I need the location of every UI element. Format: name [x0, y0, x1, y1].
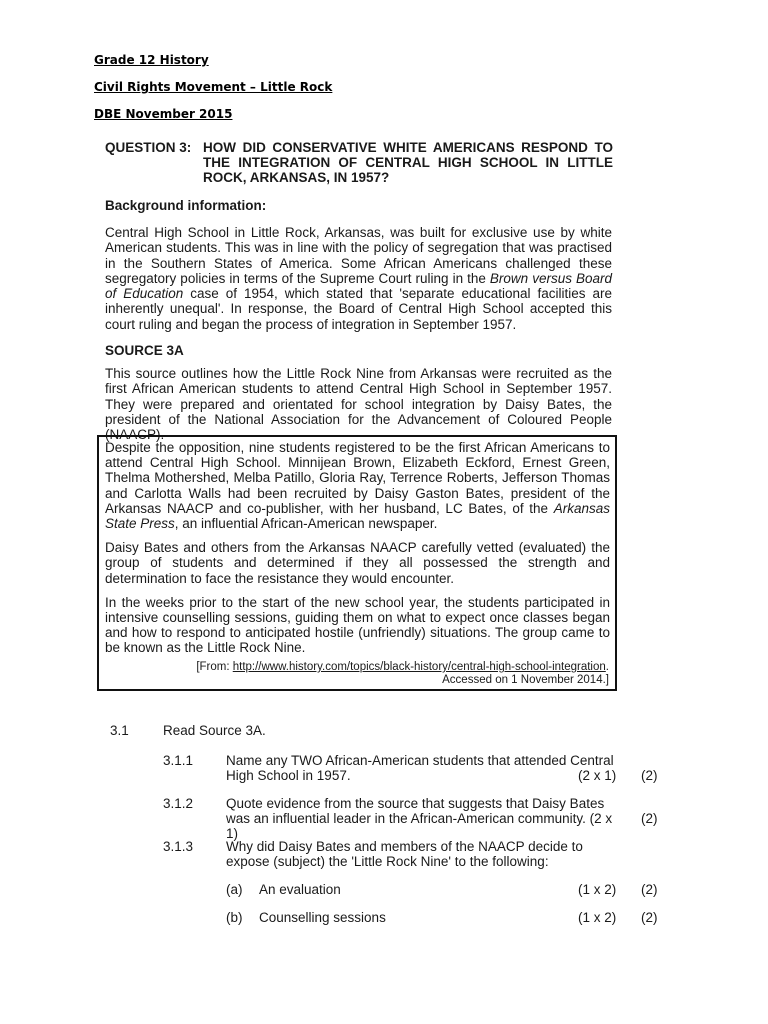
- source-citation: [From: http://www.history.com/topics/black-history/central-high-school-integration. Accessed on 1 November 2014.]: [196, 661, 609, 686]
- background-heading: Background information:: [105, 198, 267, 213]
- qb-mark: (2): [641, 910, 658, 925]
- doc-header-topic: Civil Rights Movement – Little Rock: [94, 80, 333, 94]
- background-paragraph: Central High School in Little Rock, Arkansas, was built for exclusive use by white American students. This was in line with the policy of segregation that was practised in the Southern States of America. Some African Americans challenged these segregatory policies in terms of the Supreme Court ruling in the Brown versus Board of Education case of 1954, which stated that 'separate educational facilities are inherently unequal'. In response, the Board of Central High School accepted this court ruling and began the process of integration in September 1957.: [105, 225, 612, 332]
- question-title: HOW DID CONSERVATIVE WHITE AMERICANS RESPOND TO THE INTEGRATION OF CENTRAL HIGH SCHOOL IN LITTLE ROCK, ARKANSAS, IN 1957?: [203, 140, 613, 185]
- citation-link[interactable]: http://www.history.com/topics/black-history/central-high-school-integration: [232, 661, 606, 673]
- q312-text: Quote evidence from the source that suggests that Daisy Bates was an influential leader in the African-American community. (2 x 1): [226, 796, 613, 841]
- q311-allocation: (2 x 1): [578, 768, 617, 783]
- qa-allocation: (1 x 2): [578, 882, 617, 897]
- q311-mark: (2): [641, 768, 658, 783]
- source-paragraph-1: Despite the opposition, nine students registered to be the first African Americans to attend Central High School. Minnijean Brown, Elizabeth Eckford, Ernest Green, Thelma Mothershed, Melba Patillo, Gloria Ray, Terrence Roberts, Jefferson Thomas and Carlotta Walls had been recruited by Daisy Gaston Bates, president of the Arkansas NAACP and co-publisher, with her husband, LC Bates, of the Arkansas State Press, an influential African-American newspaper.: [105, 440, 610, 532]
- q31-number: 3.1: [110, 723, 129, 738]
- q312-mark: (2): [641, 811, 658, 826]
- q311-number: 3.1.1: [163, 753, 194, 768]
- qa-label: (a): [226, 882, 243, 897]
- qb-text: Counselling sessions: [259, 910, 386, 925]
- source-paragraph-2: Daisy Bates and others from the Arkansas NAACP carefully vetted (evaluated) the group of students and determined if they all possessed the strength and determination to face the resistance they would encounter.: [105, 540, 610, 586]
- q31-text: Read Source 3A.: [163, 723, 266, 738]
- doc-header-exam: DBE November 2015: [94, 107, 233, 121]
- source-intro: This source outlines how the Little Rock Nine from Arkansas were recruited as the first African American students to attend Central High School in September 1957. They were prepared and orientated for school integration by Daisy Bates, the president of the National Association for the Advancement of Coloured People (NAACP).: [105, 366, 612, 443]
- qa-mark: (2): [641, 882, 658, 897]
- source-box: [97, 435, 617, 691]
- q313-text: Why did Daisy Bates and members of the NAACP decide to expose (subject) the 'Little Rock Nine' to the following:: [226, 839, 583, 869]
- qb-allocation: (1 x 2): [578, 910, 617, 925]
- q312-number: 3.1.2: [163, 796, 194, 811]
- q313-number: 3.1.3: [163, 839, 194, 854]
- q311-text: Name any TWO African-American students that attended Central High School in 1957.: [226, 753, 614, 783]
- question-number: QUESTION 3:: [105, 140, 192, 155]
- source-paragraph-3: In the weeks prior to the start of the new school year, the students participated in intensive counselling sessions, guiding them on what to expect once classes began and how to respond to anticipated hostile (unfriendly) situations. The group came to be known as the Little Rock Nine.: [105, 594, 610, 656]
- doc-header-grade: Grade 12 History: [94, 53, 209, 67]
- qa-text: An evaluation: [259, 882, 341, 897]
- source-heading: SOURCE 3A: [105, 343, 184, 358]
- qb-label: (b): [226, 910, 243, 925]
